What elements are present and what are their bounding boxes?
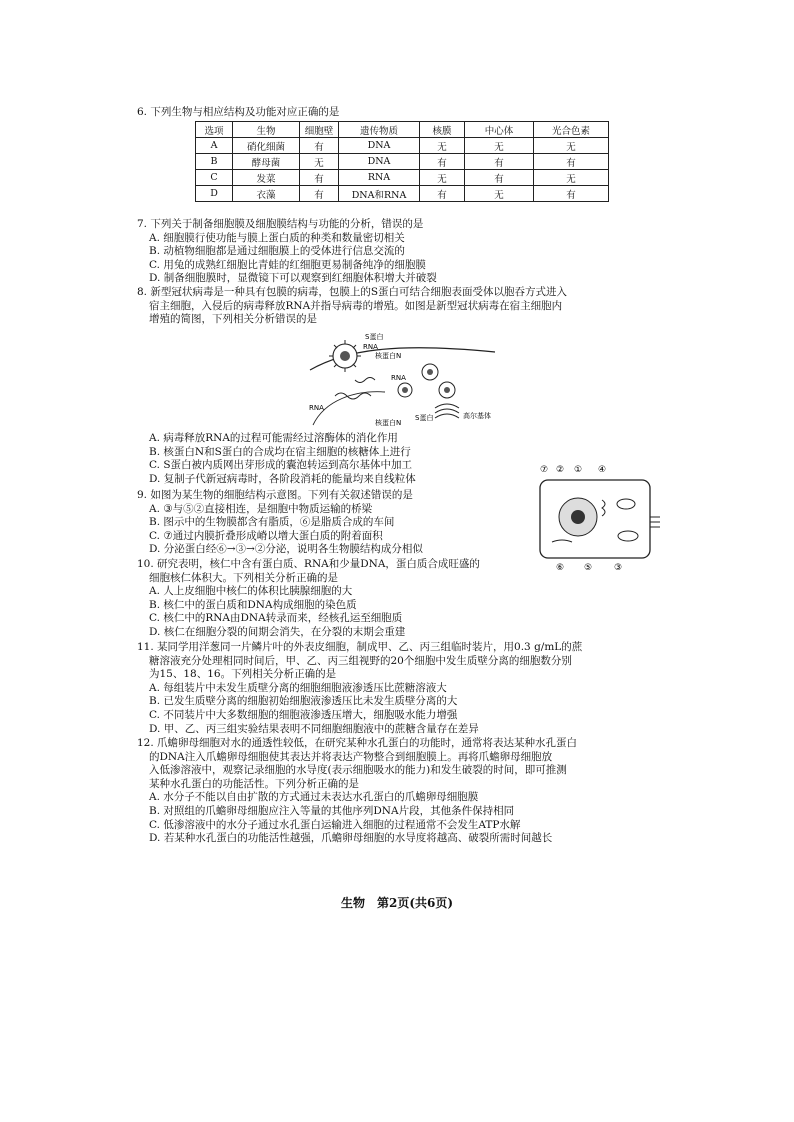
option-a: A. 细胞膜行使功能与膜上蛋白质的种类和数量密切相关 xyxy=(149,231,405,244)
table-cell: DNA和RNA xyxy=(339,186,420,202)
table-cell: A xyxy=(196,138,233,154)
question-11-stem-line: 11. 某同学用洋葱同一片鳞片叶的外表皮细胞，制成甲、乙、丙三组临时装片，用0.3 g/mL的蔗 xyxy=(137,641,583,653)
table-header-cell: 选项 xyxy=(196,122,233,138)
question-12-stem-line: 某种水孔蛋白的功能活性。下列分析正确的是 xyxy=(149,777,359,790)
question-12-stem-line: 12. 爪蟾卵母细胞对水的通透性较低，在研究某种水孔蛋白的功能时，通常将表达某种水孔蛋白 xyxy=(137,737,578,749)
option-b: B. 动植物细胞都是通过细胞膜上的受体进行信息交流的 xyxy=(149,245,405,258)
option-d: D. 甲、乙、丙三组实验结果表明不同细胞细胞液中的蔗糖含量存在差异 xyxy=(149,722,479,735)
table-cell: 无 xyxy=(420,170,465,186)
table-cell: D xyxy=(196,186,233,202)
option-c: C. 核仁中的RNA由DNA转录而来，经核孔运至细胞质 xyxy=(149,612,403,625)
option-b: B. 已发生质壁分离的细胞初始细胞液渗透压比未发生质壁分离的大 xyxy=(149,695,458,708)
question-9 xyxy=(137,489,527,557)
nucleus-icon xyxy=(559,498,597,536)
table-cell: 衣藻 xyxy=(233,186,300,202)
option-b: B. 对照组的爪蟾卵母细胞应注入等量的其他序列DNA片段，其他条件保持相同 xyxy=(149,804,515,817)
figure-label: ③ xyxy=(614,563,623,573)
question-7 xyxy=(137,218,657,286)
option-c: C. ⑦通过内膜折叠形成嵴以增大蛋白质的附着面积 xyxy=(149,529,383,542)
table-header-cell: 生物 xyxy=(233,122,300,138)
table-header-row xyxy=(196,122,609,138)
option-d: D. 若某种水孔蛋白的功能活性越强，爪蟾卵母细胞的水导度将越高、破裂所需时间越长 xyxy=(149,832,553,845)
table-cell: 无 xyxy=(420,138,465,154)
option-c: C. 用兔的成熟红细胞比青蛙的红细胞更易制备纯净的细胞膜 xyxy=(149,258,426,271)
option-a: A. 病毒释放RNA的过程可能需经过溶酶体的消化作用 xyxy=(149,432,398,444)
option-d: D. 制备细胞膜时，显微镜下可以观察到红细胞体积增大并破裂 xyxy=(149,272,437,285)
option-b: B. 核仁中的蛋白质和DNA构成细胞的染色质 xyxy=(149,598,357,611)
table-cell: 有 xyxy=(300,138,339,154)
figure-label: ② xyxy=(556,465,565,475)
figure-label-rna-left: RNA xyxy=(309,404,324,412)
virus-replication-figure xyxy=(305,330,500,430)
table-header-cell: 细胞壁 xyxy=(300,122,339,138)
table-cell: 无 xyxy=(300,154,339,170)
question-9-stem: 9. 如图为某生物的细胞结构示意图。下列有关叙述错误的是 xyxy=(137,489,413,501)
question-10-stem-line: 细胞核仁体积大。下列相关分析正确的是 xyxy=(149,571,338,584)
question-8-stem-line: 宿主细胞，入侵后的病毒释放RNA并指导病毒的增殖。如图是新型冠状病毒在宿主细胞内 xyxy=(149,299,563,312)
table-cell: RNA xyxy=(339,170,420,186)
option-b: B. 核蛋白N和S蛋白的合成均在宿主细胞的核糖体上进行 xyxy=(149,445,411,458)
virus-icon xyxy=(329,340,361,372)
figure-label-n-protein: 核蛋白N xyxy=(375,352,402,360)
table-cell: DNA xyxy=(339,138,420,154)
figure-label: ⑥ xyxy=(556,563,565,573)
table-cell: 有 xyxy=(300,170,339,186)
question-6-table xyxy=(195,121,609,202)
table-cell: 有 xyxy=(534,186,609,202)
table-cell: 硝化细菌 xyxy=(233,138,300,154)
table-cell: 无 xyxy=(534,170,609,186)
option-a: A. ③与⑤②直接相连，是细胞中物质运输的桥梁 xyxy=(149,502,373,515)
question-6-stem: 6. 下列生物与相应结构及功能对应正确的是 xyxy=(137,106,340,118)
table-cell: 无 xyxy=(534,138,609,154)
question-11-stem-line: 糖溶液充分处理相同时间后，甲、乙、丙三组视野的20个细胞中发生质壁分离的细胞数分别 xyxy=(149,654,572,667)
table-cell: 无 xyxy=(465,138,534,154)
option-c: C. 不同装片中大多数细胞的细胞液渗透压增大，细胞吸水能力增强 xyxy=(149,708,458,721)
figure-label-golgi: 高尔基体 xyxy=(463,412,491,420)
option-a: A. 人上皮细胞中核仁的体积比胰腺细胞的大 xyxy=(149,585,353,598)
table-cell: 有 xyxy=(420,186,465,202)
table-cell: C xyxy=(196,170,233,186)
figure-label: ⑤ xyxy=(584,563,593,573)
question-8 xyxy=(137,286,677,327)
table-cell: 有 xyxy=(420,154,465,170)
table-header-cell: 遗传物质 xyxy=(339,122,420,138)
question-6 xyxy=(137,106,657,120)
option-a: A. 每组装片中未发生质壁分离的细胞细胞液渗透压比蔗糖溶液大 xyxy=(149,681,447,694)
table-cell: 无 xyxy=(465,186,534,202)
question-12-stem-line: 的DNA注入爪蟾卵母细胞使其表达并将表达产物整合到细胞膜上。再将爪蟾卵母细胞放 xyxy=(149,750,553,763)
table-cell: 有 xyxy=(534,154,609,170)
table-cell: 有 xyxy=(300,186,339,202)
table-row xyxy=(196,186,609,202)
question-7-stem: 7. 下列关于制备细胞膜及细胞膜结构与功能的分析，错误的是 xyxy=(137,218,424,230)
table-cell: 有 xyxy=(465,154,534,170)
table-header-cell: 中心体 xyxy=(465,122,534,138)
figure-label: ④ xyxy=(598,465,607,475)
figure-label-rna-mid: RNA xyxy=(391,374,406,382)
figure-label: ① xyxy=(574,465,583,475)
option-d: D. 核仁在细胞分裂的间期会消失，在分裂的末期会重建 xyxy=(149,625,406,638)
question-12 xyxy=(137,737,677,846)
figure-label-n-protein-bottom: 核蛋白N xyxy=(375,419,402,427)
option-b: B. 图示中的生物膜都含有脂质，⑥是脂质合成的车间 xyxy=(149,516,395,529)
question-12-stem-line: 入低渗溶液中，观察记录细胞的水导度(表示细胞吸水的能力)和发生破裂的时间，即可推测 xyxy=(149,764,567,777)
figure-label-s-protein-bottom: S蛋白 xyxy=(415,414,434,422)
figure-label-s-protein: S蛋白 xyxy=(365,333,384,341)
question-11 xyxy=(137,641,677,736)
figure-label-rna-top: RNA xyxy=(363,343,378,351)
table-cell: 酵母菌 xyxy=(233,154,300,170)
option-d: D. 分泌蛋白经⑥→③→②分泌，说明各生物膜结构成分相似 xyxy=(149,543,423,556)
table-cell: 发菜 xyxy=(233,170,300,186)
option-c: C. S蛋白被内质网出芽形成的囊泡转运到高尔基体中加工 xyxy=(149,459,413,472)
question-8-stem-line: 8. 新型冠状病毒是一种具有包膜的病毒，包膜上的S蛋白可结合细胞表面受体以胞吞方式进入 xyxy=(137,286,568,298)
option-c: C. 低渗溶液中的水分子通过水孔蛋白运输进入细胞的过程通常不会发生ATP水解 xyxy=(149,818,521,831)
option-a: A. 水分子不能以自由扩散的方式通过未表达水孔蛋白的爪蟾卵母细胞膜 xyxy=(149,791,479,804)
table-row xyxy=(196,170,609,186)
table-cell: B xyxy=(196,154,233,170)
question-10-stem-line: 10. 研究表明，核仁中含有蛋白质、RNA和少量DNA，蛋白质合成旺盛的 xyxy=(137,558,480,570)
page-footer: 生物 第2页(共6页) xyxy=(340,896,454,910)
question-10 xyxy=(137,558,557,640)
virus-icon xyxy=(398,364,455,398)
table-row xyxy=(196,138,609,154)
figure-label: ⑦ xyxy=(540,465,549,475)
table-cell: DNA xyxy=(339,154,420,170)
question-11-stem-line: 为15、18、16。下列相关分析正确的是 xyxy=(149,668,337,681)
question-8-stem-line: 增殖的简图，下列相关分析错误的是 xyxy=(149,313,317,326)
table-cell: 有 xyxy=(465,170,534,186)
table-row xyxy=(196,154,609,170)
table-header-cell: 核膜 xyxy=(420,122,465,138)
option-d: D. 复制子代新冠病毒时，各阶段消耗的能量均来自线粒体 xyxy=(149,472,416,485)
table-header-cell: 光合色素 xyxy=(534,122,609,138)
golgi-icon xyxy=(435,404,459,418)
